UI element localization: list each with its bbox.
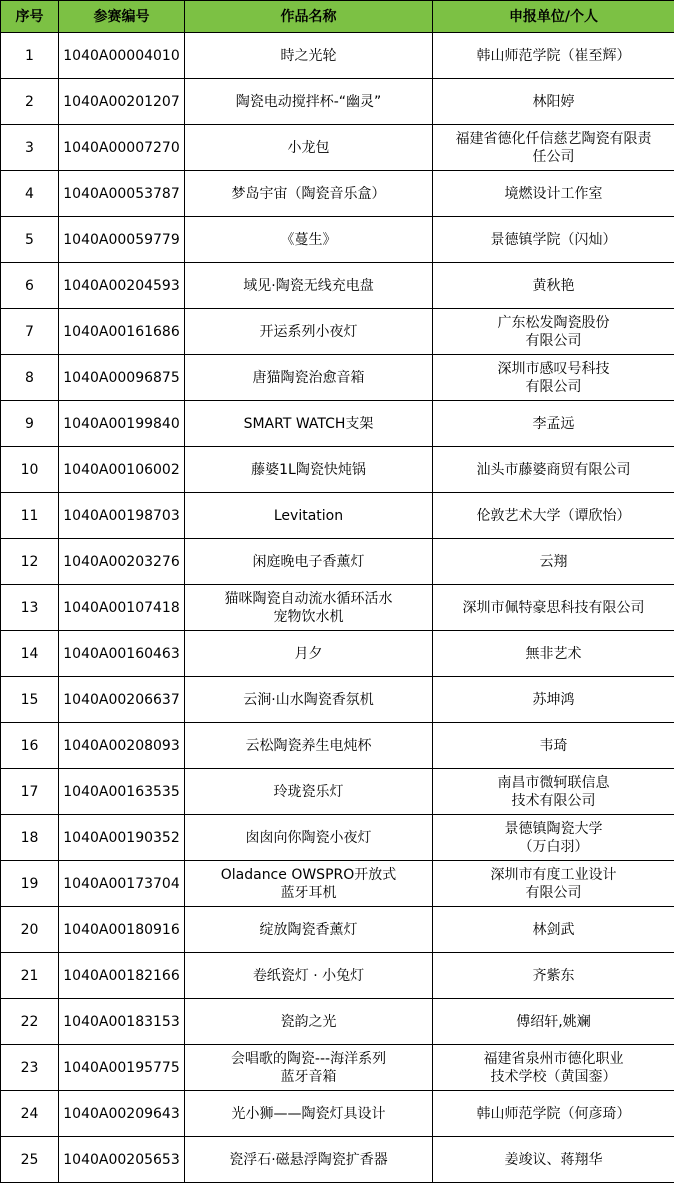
row-work-name: 闲庭晚电子香薰灯 [185,539,433,585]
row-entry-code: 1040A00059779 [59,217,185,263]
table-row [1,815,674,861]
row-entry-code: 1040A00163535 [59,769,185,815]
row-applicant: 深圳市佩特豪思科技有限公司 [433,585,674,631]
row-entry-code: 1040A00053787 [59,171,185,217]
table-row [1,677,674,723]
table-header [1,1,674,33]
table-row [1,355,674,401]
row-work-name: 云涧·山水陶瓷香氛机 [185,677,433,723]
row-applicant: 韦琦 [433,723,674,769]
row-serial: 23 [1,1045,59,1091]
row-applicant: 林阳婷 [433,79,674,125]
row-serial: 22 [1,999,59,1045]
row-work-name: 月夕 [185,631,433,677]
row-work-name: 玲珑瓷乐灯 [185,769,433,815]
row-serial: 8 [1,355,59,401]
row-work-name: 瓷韵之光 [185,999,433,1045]
row-applicant: 深圳市感叹号科技 有限公司 [433,355,674,401]
row-entry-code: 1040A00107418 [59,585,185,631]
row-work-name: 云松陶瓷养生电炖杯 [185,723,433,769]
row-entry-code: 1040A00201207 [59,79,185,125]
table-row [1,861,674,907]
row-serial: 19 [1,861,59,907]
row-serial: 1 [1,33,59,79]
row-work-name: 开运系列小夜灯 [185,309,433,355]
header-work-name: 作品名称 [185,1,433,33]
row-entry-code: 1040A00203276 [59,539,185,585]
row-entry-code: 1040A00183153 [59,999,185,1045]
header-entry-code: 参赛编号 [59,1,185,33]
row-serial: 13 [1,585,59,631]
row-serial: 18 [1,815,59,861]
row-serial: 12 [1,539,59,585]
row-work-name: 《蔓生》 [185,217,433,263]
row-applicant: 無非艺术 [433,631,674,677]
row-serial: 14 [1,631,59,677]
row-work-name: 域见·陶瓷无线充电盘 [185,263,433,309]
table-body [1,33,674,1183]
row-applicant: 深圳市有度工业设计 有限公司 [433,861,674,907]
row-entry-code: 1040A00180916 [59,907,185,953]
row-work-name: SMART WATCH支架 [185,401,433,447]
row-entry-code: 1040A00199840 [59,401,185,447]
row-applicant: 景德镇学院（闪灿） [433,217,674,263]
row-work-name: 囱囱向你陶瓷小夜灯 [185,815,433,861]
row-entry-code: 1040A00204593 [59,263,185,309]
row-serial: 16 [1,723,59,769]
row-entry-code: 1040A00190352 [59,815,185,861]
table-row [1,33,674,79]
table-row [1,79,674,125]
row-work-name: Oladance OWSPRO开放式 蓝牙耳机 [185,861,433,907]
row-entry-code: 1040A00206637 [59,677,185,723]
header-applicant: 申报单位/个人 [433,1,674,33]
row-work-name: 小龙包 [185,125,433,171]
row-serial: 20 [1,907,59,953]
row-entry-code: 1040A00096875 [59,355,185,401]
row-serial: 25 [1,1137,59,1183]
table-row [1,631,674,677]
row-applicant: 福建省泉州市德化职业 技术学校（黄国銮） [433,1045,674,1091]
row-entry-code: 1040A00007270 [59,125,185,171]
table-row [1,493,674,539]
row-applicant: 韩山师范学院（崔至辉） [433,33,674,79]
row-work-name: 時之光轮 [185,33,433,79]
row-applicant: 齐紫东 [433,953,674,999]
table-row [1,1137,674,1183]
row-entry-code: 1040A00160463 [59,631,185,677]
row-applicant: 韩山师范学院（何彦琦） [433,1091,674,1137]
row-work-name: 瓷浮石·磁悬浮陶瓷扩香器 [185,1137,433,1183]
row-applicant: 李孟远 [433,401,674,447]
row-serial: 6 [1,263,59,309]
row-applicant: 南昌市微轲联信息 技术有限公司 [433,769,674,815]
row-applicant: 境燃设计工作室 [433,171,674,217]
row-work-name: Levitation [185,493,433,539]
row-serial: 24 [1,1091,59,1137]
row-entry-code: 1040A00205653 [59,1137,185,1183]
row-work-name: 陶瓷电动搅拌杯-“幽灵” [185,79,433,125]
row-serial: 10 [1,447,59,493]
row-serial: 3 [1,125,59,171]
row-work-name: 唐猫陶瓷治愈音箱 [185,355,433,401]
row-work-name: 卷纸瓷灯 · 小兔灯 [185,953,433,999]
row-entry-code: 1040A00182166 [59,953,185,999]
row-serial: 5 [1,217,59,263]
row-serial: 2 [1,79,59,125]
table-row [1,723,674,769]
row-applicant: 福建省德化仟信慈艺陶瓷有限责 任公司 [433,125,674,171]
table-row [1,401,674,447]
table-row [1,999,674,1045]
row-serial: 17 [1,769,59,815]
row-applicant: 云翔 [433,539,674,585]
row-applicant: 姜竣议、蒋翔华 [433,1137,674,1183]
row-serial: 11 [1,493,59,539]
row-applicant: 伦敦艺术大学（谭欣怡） [433,493,674,539]
row-applicant: 广东松发陶瓷股份 有限公司 [433,309,674,355]
table-row [1,217,674,263]
row-applicant: 汕头市藤婆商贸有限公司 [433,447,674,493]
row-work-name: 藤婆1L陶瓷快炖锅 [185,447,433,493]
row-work-name: 会唱歌的陶瓷---海洋系列 蓝牙音箱 [185,1045,433,1091]
row-applicant: 黄秋艳 [433,263,674,309]
table-row [1,953,674,999]
table-row [1,769,674,815]
table-row [1,585,674,631]
row-serial: 7 [1,309,59,355]
row-entry-code: 1040A00173704 [59,861,185,907]
row-work-name: 梦岛宇宙（陶瓷音乐盒） [185,171,433,217]
header-serial: 序号 [1,1,59,33]
row-serial: 9 [1,401,59,447]
row-entry-code: 1040A00195775 [59,1045,185,1091]
row-serial: 15 [1,677,59,723]
row-serial: 4 [1,171,59,217]
table-row [1,539,674,585]
table-row [1,907,674,953]
row-applicant: 傅绍轩,姚斓 [433,999,674,1045]
table-row [1,125,674,171]
row-entry-code: 1040A00004010 [59,33,185,79]
table-row [1,263,674,309]
table-row [1,447,674,493]
row-entry-code: 1040A00161686 [59,309,185,355]
row-work-name: 猫咪陶瓷自动流水循环活水 宠物饮水机 [185,585,433,631]
row-entry-code: 1040A00209643 [59,1091,185,1137]
table-row [1,1045,674,1091]
table-row [1,309,674,355]
row-entry-code: 1040A00208093 [59,723,185,769]
row-applicant: 景德镇陶瓷大学 （万白羽） [433,815,674,861]
header-row [1,1,674,33]
row-applicant: 苏坤鸿 [433,677,674,723]
row-work-name: 绽放陶瓷香薰灯 [185,907,433,953]
row-applicant: 林剑武 [433,907,674,953]
table-row [1,171,674,217]
row-work-name: 光小狮——陶瓷灯具设计 [185,1091,433,1137]
row-serial: 21 [1,953,59,999]
row-entry-code: 1040A00106002 [59,447,185,493]
table-row [1,1091,674,1137]
row-entry-code: 1040A00198703 [59,493,185,539]
